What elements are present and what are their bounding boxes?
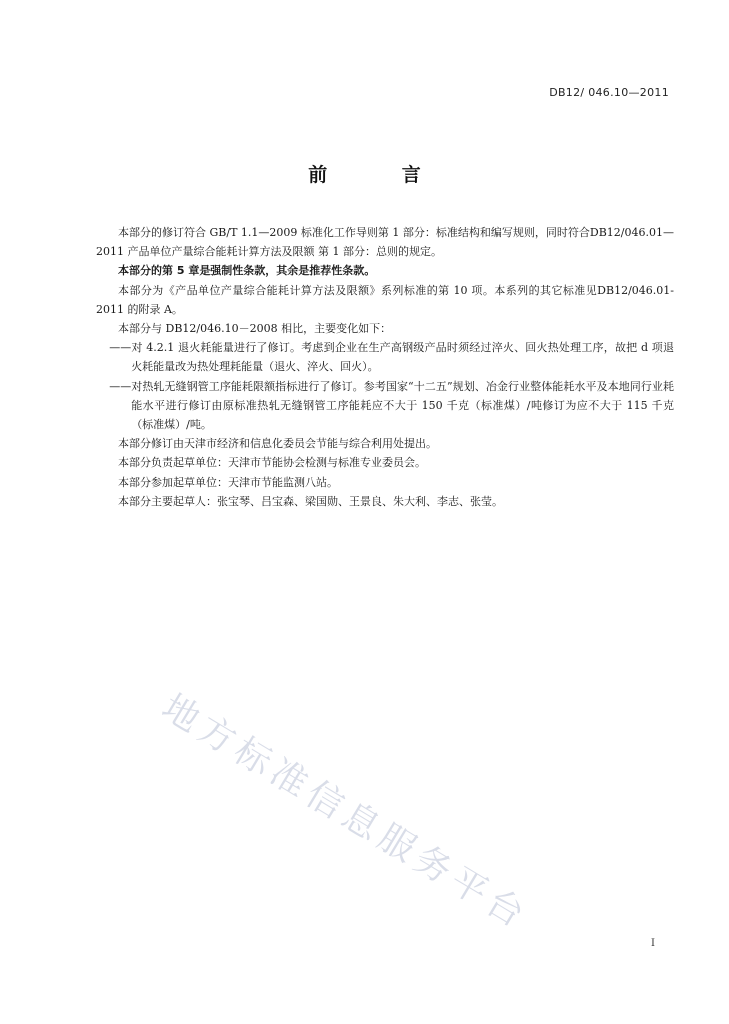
change-item-energy-limit: ——对热轧无缝钢管工序能耗限额指标进行了修订。参考国家“十二五”规划、冶金行业整体能耗水平及本地同行业耗能水平进行修订由原标准热轧无缝钢管工序能耗应不大于 150 千克（标准煤）/吨修订为应不大于 115 千克（标准煤）/吨。 [109,379,674,432]
watermark: 地方标准信息服务平台 [154,686,536,939]
paragraph-proposer: 本部分修订由天津市经济和信息化委员会节能与综合利用处提出。 [118,437,437,451]
foreword-body [96,223,674,511]
page-title: 前 言 [308,164,455,186]
paragraph-mandatory-clause: 本部分的第 5 章是强制性条款，其余是推荐性条款。 [118,264,376,278]
paragraph-participating-unit: 本部分参加起草单位：天津市节能监测八站。 [118,475,338,489]
paragraph-revision-basis: 本部分的修订符合 GB/T 1.1—2009 标准化工作导则第 1 部分：标准结构和编写规则，同时符合DB12/046.01—2011 产品单位产量综合能耗计算方法及限额 第 1 部分：总则的规定。 [96,226,674,259]
paragraph-drafters: 本部分主要起草人：张宝琴、吕宝森、梁国勋、王景良、朱大利、李志、张莹。 [118,494,503,508]
change-item-annealing: ——对 4.2.1 退火耗能量进行了修订。考虑到企业在生产高钢级产品时须经过淬火、回火热处理工序，故把 d 项退火耗能量改为热处理耗能量（退火、淬火、回火）。 [109,341,674,374]
paragraph-series-info: 本部分为《产品单位产量综合能耗计算方法及限额》系列标准的第 10 项。本系列的其它标准见DB12/046.01-2011 的附录 A。 [96,283,674,316]
page-number: I [651,938,655,949]
paragraph-drafting-unit: 本部分负责起草单位：天津市节能协会检测与标准专业委员会。 [118,456,426,470]
document-code: DB12/ 046.10—2011 [549,86,669,99]
paragraph-changes-intro: 本部分与 DB12/046.10－2008 相比，主要变化如下： [118,322,392,336]
